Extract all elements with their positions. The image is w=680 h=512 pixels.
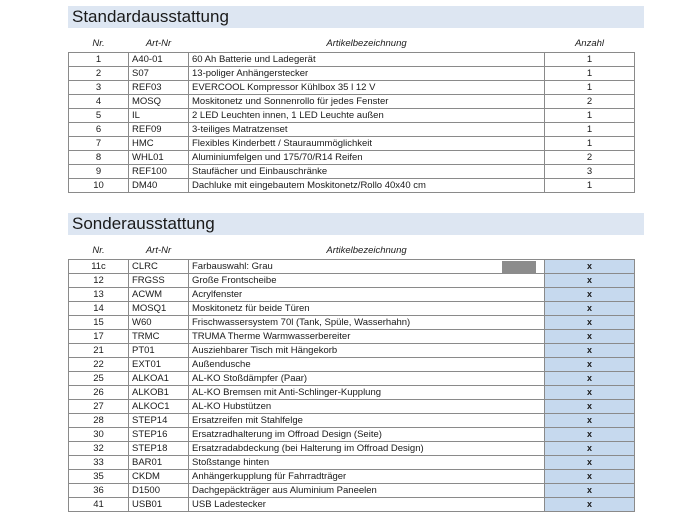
col-header-quantity: Anzahl [574, 37, 605, 49]
selection-mark: x [545, 260, 635, 274]
row-art-nr: REF03 [129, 81, 189, 95]
special-equipment-table [68, 241, 635, 512]
row-art-nr: BAR01 [129, 456, 189, 470]
selection-mark: x [545, 358, 635, 372]
row-art-nr: MOSQ1 [129, 302, 189, 316]
row-quantity: 1 [545, 109, 635, 123]
table-row [69, 274, 635, 288]
row-description: USB Ladestecker [189, 498, 545, 512]
row-description: Aluminiumfelgen und 175/70/R14 Reifen [189, 151, 545, 165]
row-nr: 25 [69, 372, 129, 386]
table-row [69, 428, 635, 442]
selection-mark: x [545, 288, 635, 302]
selection-mark: x [545, 344, 635, 358]
row-quantity: 1 [545, 123, 635, 137]
row-art-nr: ALKOC1 [129, 400, 189, 414]
row-art-nr: IL [129, 109, 189, 123]
selection-mark: x [545, 372, 635, 386]
row-description: Moskitonetz für beide Türen [189, 302, 545, 316]
row-art-nr: STEP18 [129, 442, 189, 456]
row-art-nr: ACWM [129, 288, 189, 302]
row-art-nr: WHL01 [129, 151, 189, 165]
row-description: 60 Ah Batterie und Ladegerät [189, 53, 545, 67]
special-section-title: Sonderausstattung [68, 213, 644, 235]
row-art-nr: STEP14 [129, 414, 189, 428]
selection-mark: x [545, 414, 635, 428]
row-nr: 41 [69, 498, 129, 512]
col-header-description: Artikelbezeichnung [326, 37, 407, 49]
table-row [69, 123, 635, 137]
row-art-nr: CLRC [129, 260, 189, 274]
row-nr: 10 [69, 179, 129, 193]
row-nr: 22 [69, 358, 129, 372]
row-description: 2 LED Leuchten innen, 1 LED Leuchte außen [189, 109, 545, 123]
row-quantity: 2 [545, 151, 635, 165]
row-art-nr: DM40 [129, 179, 189, 193]
selection-mark: x [545, 470, 635, 484]
selection-mark: x [545, 274, 635, 288]
row-description: Farbauswahl: Grau [189, 260, 545, 274]
row-nr: 8 [69, 151, 129, 165]
row-description: Ersatzradhalterung im Offroad Design (Seite) [189, 428, 545, 442]
selection-mark: x [545, 484, 635, 498]
table-row [69, 400, 635, 414]
row-nr: 27 [69, 400, 129, 414]
standard-section-title: Standardausstattung [68, 6, 644, 28]
row-nr: 32 [69, 442, 129, 456]
row-art-nr: MOSQ [129, 95, 189, 109]
row-nr: 28 [69, 414, 129, 428]
table-row [69, 330, 635, 344]
selection-mark: x [545, 428, 635, 442]
row-nr: 14 [69, 302, 129, 316]
selection-mark: x [545, 442, 635, 456]
row-nr: 33 [69, 456, 129, 470]
col-header-nr: Nr. [92, 37, 105, 49]
table-row [69, 470, 635, 484]
row-quantity: 3 [545, 165, 635, 179]
table-row [69, 260, 635, 274]
row-art-nr: REF100 [129, 165, 189, 179]
table-row [69, 344, 635, 358]
row-description: Frischwassersystem 70l (Tank, Spüle, Wasserhahn) [189, 316, 545, 330]
row-description: Ersatzreifen mit Stahlfelge [189, 414, 545, 428]
row-nr: 2 [69, 67, 129, 81]
row-description: Staufächer und Einbauschränke [189, 165, 545, 179]
table-row [69, 67, 635, 81]
row-art-nr: HMC [129, 137, 189, 151]
row-description: Außendusche [189, 358, 545, 372]
row-nr: 3 [69, 81, 129, 95]
standard-equipment-table [68, 34, 635, 193]
selection-mark: x [545, 456, 635, 470]
col-header-nr: Nr. [92, 244, 105, 256]
row-nr: 11c [69, 260, 129, 274]
row-nr: 12 [69, 274, 129, 288]
col-header-art-nr: Art-Nr [145, 37, 172, 49]
row-description: AL-KO Hubstützen [189, 400, 545, 414]
row-nr: 17 [69, 330, 129, 344]
table-row [69, 456, 635, 470]
row-description: 13-poliger Anhängerstecker [189, 67, 545, 81]
row-description: AL-KO Stoßdämpfer (Paar) [189, 372, 545, 386]
row-description: Acrylfenster [189, 288, 545, 302]
table-row [69, 151, 635, 165]
row-nr: 21 [69, 344, 129, 358]
row-quantity: 1 [545, 179, 635, 193]
row-nr: 15 [69, 316, 129, 330]
row-nr: 1 [69, 53, 129, 67]
table-row [69, 372, 635, 386]
table-row [69, 484, 635, 498]
table-row [69, 288, 635, 302]
row-quantity: 1 [545, 81, 635, 95]
table-row [69, 179, 635, 193]
color-swatch-grey [502, 261, 536, 274]
row-quantity: 1 [545, 53, 635, 67]
table-row [69, 95, 635, 109]
row-description: 3-teiliges Matratzenset [189, 123, 545, 137]
row-description: Stoßstange hinten [189, 456, 545, 470]
table-row [69, 137, 635, 151]
selection-mark: x [545, 316, 635, 330]
table-row [69, 302, 635, 316]
table-row [69, 442, 635, 456]
table-row [69, 316, 635, 330]
row-description: EVERCOOL Kompressor Kühlbox 35 l 12 V [189, 81, 545, 95]
row-art-nr: FRGSS [129, 274, 189, 288]
row-description: AL-KO Bremsen mit Anti-Schlinger-Kupplung [189, 386, 545, 400]
selection-mark: x [545, 302, 635, 316]
row-art-nr: W60 [129, 316, 189, 330]
row-nr: 4 [69, 95, 129, 109]
row-nr: 5 [69, 109, 129, 123]
row-art-nr: ALKOA1 [129, 372, 189, 386]
col-header-selection [545, 241, 635, 260]
row-nr: 30 [69, 428, 129, 442]
table-row [69, 414, 635, 428]
col-header-art-nr: Art-Nr [145, 244, 172, 256]
row-art-nr: A40-01 [129, 53, 189, 67]
table-row [69, 358, 635, 372]
row-description: TRUMA Therme Warmwasserbereiter [189, 330, 545, 344]
row-description: Anhängerkupplung für Fahrradträger [189, 470, 545, 484]
row-art-nr: STEP16 [129, 428, 189, 442]
table-row [69, 165, 635, 179]
table-row [69, 498, 635, 512]
row-quantity: 1 [545, 137, 635, 151]
row-description: Ausziehbarer Tisch mit Hängekorb [189, 344, 545, 358]
row-description: Große Frontscheibe [189, 274, 545, 288]
row-art-nr: USB01 [129, 498, 189, 512]
row-description: Flexibles Kinderbett / Stauraummöglichkeit [189, 137, 545, 151]
selection-mark: x [545, 400, 635, 414]
selection-mark: x [545, 330, 635, 344]
row-nr: 36 [69, 484, 129, 498]
row-nr: 13 [69, 288, 129, 302]
row-nr: 26 [69, 386, 129, 400]
row-nr: 9 [69, 165, 129, 179]
table-row [69, 109, 635, 123]
row-art-nr: EXT01 [129, 358, 189, 372]
row-quantity: 2 [545, 95, 635, 109]
row-nr: 6 [69, 123, 129, 137]
selection-mark: x [545, 386, 635, 400]
row-art-nr: TRMC [129, 330, 189, 344]
row-art-nr: ALKOB1 [129, 386, 189, 400]
col-header-description: Artikelbezeichnung [326, 244, 407, 256]
row-art-nr: D1500 [129, 484, 189, 498]
row-art-nr: S07 [129, 67, 189, 81]
row-nr: 35 [69, 470, 129, 484]
table-row [69, 386, 635, 400]
row-art-nr: REF09 [129, 123, 189, 137]
row-description: Dachgepäckträger aus Aluminium Paneelen [189, 484, 545, 498]
row-description: Ersatzradabdeckung (bei Halterung im Offroad Design) [189, 442, 545, 456]
table-row [69, 81, 635, 95]
row-nr: 7 [69, 137, 129, 151]
row-art-nr: PT01 [129, 344, 189, 358]
selection-mark: x [545, 498, 635, 512]
row-description: Dachluke mit eingebautem Moskitonetz/Rollo 40x40 cm [189, 179, 545, 193]
row-quantity: 1 [545, 67, 635, 81]
row-description: Moskitonetz und Sonnenrollo für jedes Fenster [189, 95, 545, 109]
table-row [69, 53, 635, 67]
row-art-nr: CKDM [129, 470, 189, 484]
